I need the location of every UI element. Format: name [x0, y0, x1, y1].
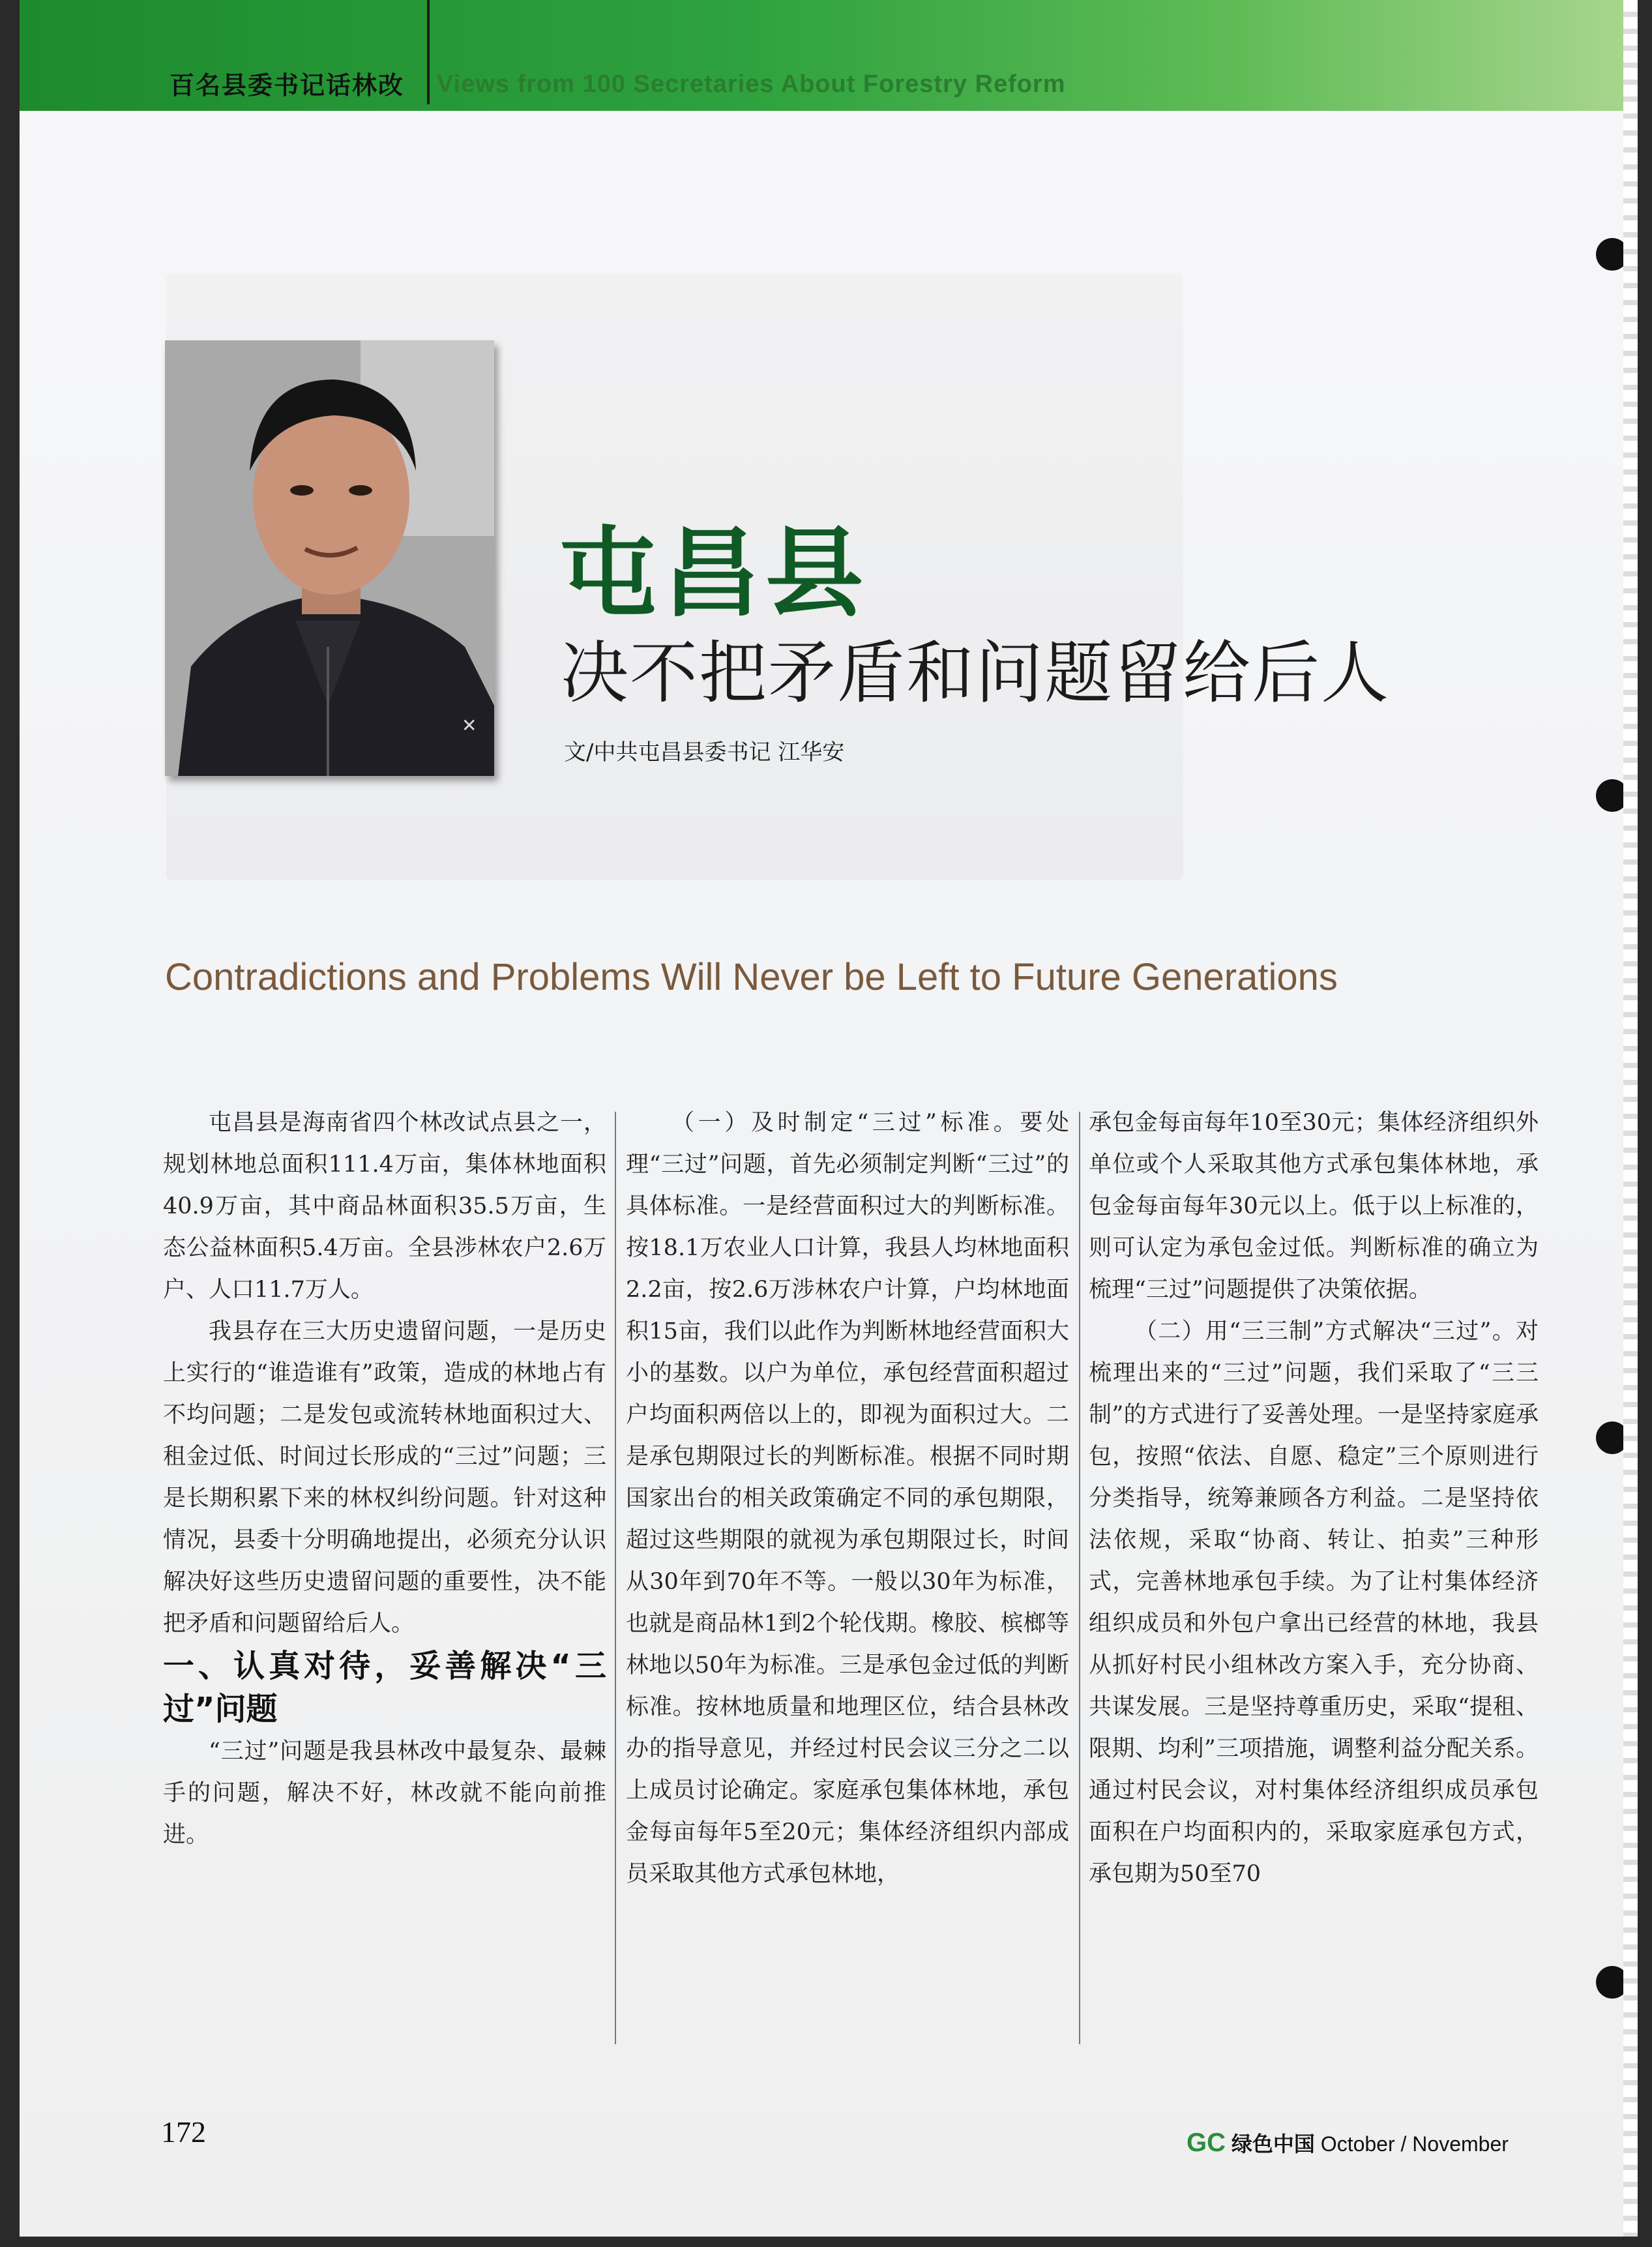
page-number: 172: [161, 2115, 206, 2149]
paragraph: 承包金每亩每年10至30元；集体经济组织外单位或个人采取其他方式承包集体林地，承包金每亩每年30元以上。低于以上标准的，则可认定为承包金过低。判断标准的确立为梳理“三过”问题提供了决策依据。: [1089, 1110, 1539, 1303]
text-column-1: [163, 1102, 606, 1856]
column-divider: [615, 1112, 616, 2044]
section-header-en: Views from 100 Secretaries About Forestry Reform: [437, 70, 1066, 98]
magazine-logo: GC: [1187, 2128, 1226, 2157]
svg-text:✕: ✕: [462, 715, 477, 736]
paragraph: 我县存在三大历史遗留问题，一是历史上实行的“谁造谁有”政策，造成的林地占有不均问题；二是发包或流转林地面积过大、租金过低、时间过长形成的“三过”问题；三是长期积累下来的林权纠纷问题。针对这种情况，县委十分明确地提出，必须充分认识解决好这些历史遗留问题的重要性，决不能把矛盾和问题留给后人。: [163, 1318, 606, 1637]
paragraph: （一）及时制定“三过”标准。要处理“三过”问题，首先必须制定判断“三过”的具体标准。一是经营面积过大的判断标准。按18.1万农业人口计算，我县人均林地面积2.2亩，按2.6万涉林农户计算，户均林地面积15亩，我们以此作为判断林地经营面积大小的基数。以户为单位，承包经营面积超过户均面积两倍以上的，即视为面积过大。二是承包期限过长的判断标准。根据不同时期国家出台的相关政策确定不同的承包期限，超过这些期限的就视为承包期限过长，时间从30年到70年不等。一般以30年为标准，也就是商品林1到2个轮伐期。橡胶、槟榔等林地以50年为标准。三是承包金过低的判断标准。按林地质量和地理区位，结合县林改办的指导意见，并经过村民会议三分之二以上成员讨论确定。家庭承包集体林地，承包金每亩每年5至20元；集体经济组织内部成员采取其他方式承包林地，: [626, 1110, 1069, 1887]
magazine-footer: [1187, 2128, 1509, 2158]
paragraph: （二）用“三三制”方式解决“三过”。对梳理出来的“三过”问题，我们采取了“三三制”的方式进行了妥善处理。一是坚持家庭承包，按照“依法、自愿、稳定”三个原则进行分类指导，统筹兼顾各方利益。二是坚持依法依规，采取“协商、转让、拍卖”三种形式，完善林地承包手续。为了让村集体经济组织成员和外包户拿出已经营的林地，我县从抓好村民小组林改方案入手，充分协商、共谋发展。三是坚持尊重历史，采取“提租、限期、均利”三项措施，调整利益分配关系。通过村民会议，对村集体经济组织成员承包面积在户均面积内的，采取家庭承包方式，承包期为50至70: [1089, 1318, 1539, 1887]
text-column-2: [626, 1102, 1069, 1895]
perforated-edge: [1623, 0, 1638, 2237]
article-author: 文/中共屯昌县委书记 江华安: [564, 739, 845, 766]
text-column-3: [1089, 1102, 1539, 1895]
issue-date: October / November: [1320, 2132, 1509, 2156]
header-divider: [427, 0, 430, 104]
magazine-name: 绿色中国: [1231, 2132, 1315, 2156]
section-heading: 一、认真对待，妥善解决“三过”问题: [163, 1648, 606, 1727]
author-portrait: [165, 340, 494, 776]
article-title-sub: 决不把矛盾和问题留给后人: [561, 633, 1391, 713]
english-title: Contradictions and Problems Will Never be Left to Future Generations: [165, 956, 1338, 998]
paragraph: “三过”问题是我县林改中最复杂、最棘手的问题，解决不好，林改就不能向前推进。: [163, 1738, 606, 1848]
portrait-illustration: [165, 340, 494, 776]
article-title-main: 屯昌县: [559, 517, 869, 631]
section-header-cn: 百名县委书记话林改: [170, 71, 405, 100]
magazine-page: [20, 0, 1638, 2237]
paragraph: 屯昌县是海南省四个林改试点县之一，规划林地总面积111.4万亩，集体林地面积40.9万亩，其中商品林面积35.5万亩，生态公益林面积5.4万亩。全县涉林农户2.6万户、人口11.7万人。: [163, 1110, 606, 1303]
column-divider: [1079, 1112, 1080, 2044]
